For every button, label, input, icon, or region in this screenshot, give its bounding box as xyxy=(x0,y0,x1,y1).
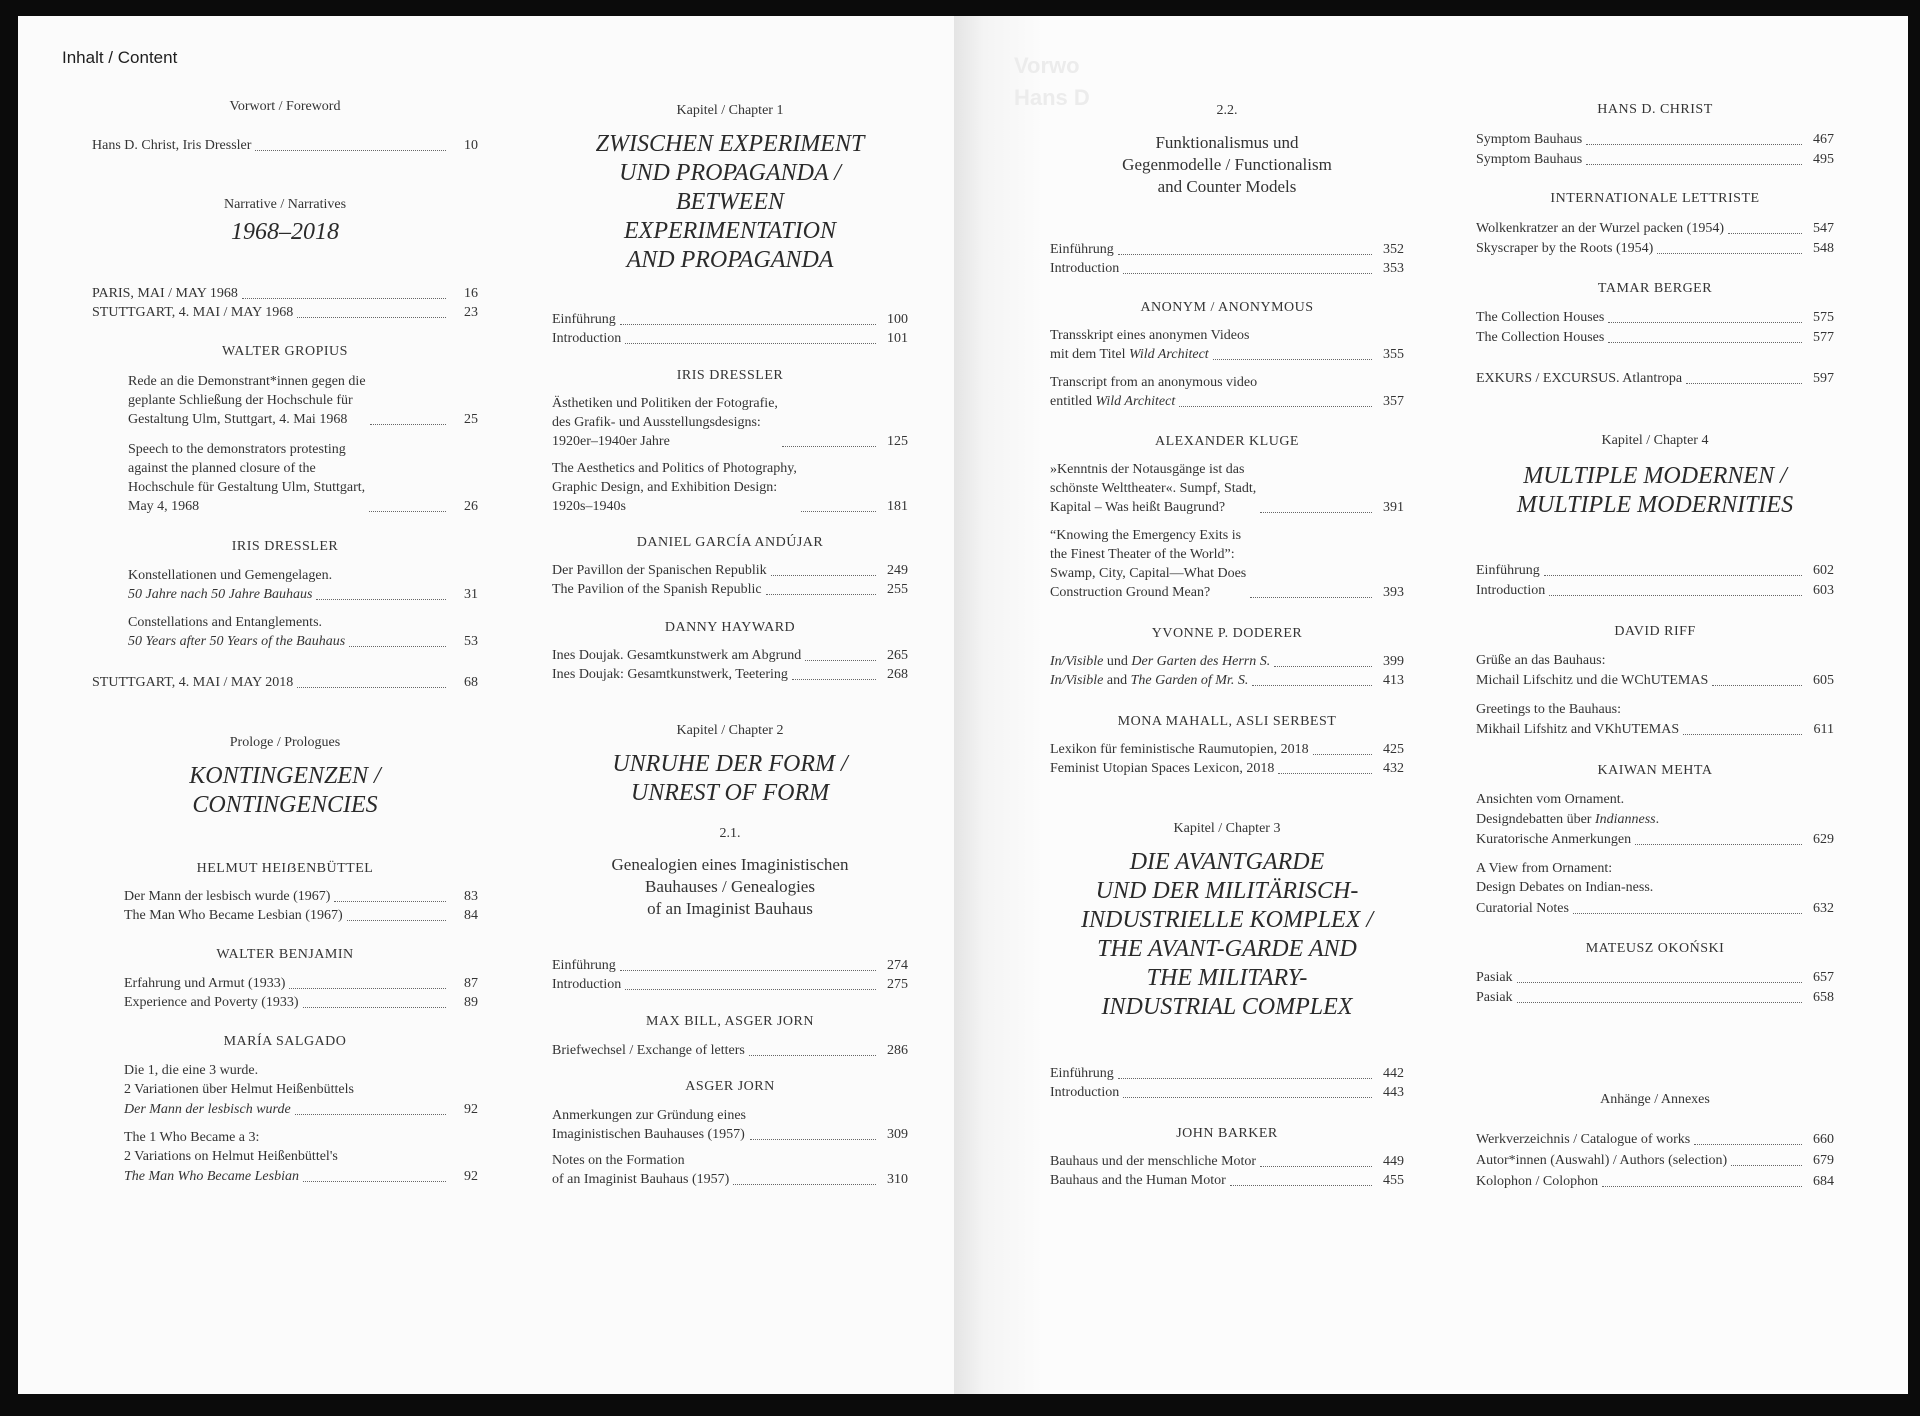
chapter-title: DIE AVANTGARDE UND DER MILITÄRISCH- INDUSTRIELLE KOMPLEX / THE AVANT-GARDE AND THE MILITARY- INDUSTRIAL COMPLEX xyxy=(1080,849,1373,1020)
toc-entry: In/Visible und Der Garten des Herrn S. 399 xyxy=(1050,654,1404,669)
author-heading: TAMAR BERGER xyxy=(1597,281,1713,296)
toc-entry-line: Transskript eines anonymen Videos xyxy=(1050,328,1250,343)
author-heading: DANNY HAYWARD xyxy=(664,620,796,635)
author-heading: DANIEL GARCÍA ANDÚJAR xyxy=(636,535,824,550)
toc-entry: EXKURS / EXCURSUS. Atlantropa 597 xyxy=(1476,371,1834,386)
toc-entry: Werkverzeichnis / Catalogue of works 660 xyxy=(1476,1132,1834,1147)
toc-entry: Hans D. Christ, Iris Dressler 10 xyxy=(92,138,478,153)
author-heading: INTERNATIONALE LETTRISTE xyxy=(1550,191,1760,206)
toc-entry: In/Visible and The Garden of Mr. S. 413 xyxy=(1050,673,1404,688)
toc-entry: Symptom Bauhaus 495 xyxy=(1476,152,1834,167)
toc-entry: Introduction 443 xyxy=(1050,1085,1404,1100)
toc-entry: Skyscraper by the Roots (1954) 548 xyxy=(1476,241,1834,256)
section-number: 2.2. xyxy=(1216,103,1238,118)
foreword-heading: Vorwort / Foreword xyxy=(229,99,341,114)
author-heading: YVONNE P. DODERER xyxy=(1151,626,1303,641)
toc-entry: The Aesthetics and Politics of Photography, Graphic Design, and Exhibition Design: 1920s–1940s 181 xyxy=(552,461,908,514)
author-heading: DAVID RIFF xyxy=(1614,624,1696,639)
toc-entry-line: Die 1, die eine 3 wurde. 2 Variationen über Helmut Heißenbüttels xyxy=(124,1063,354,1097)
chapter-label: Kapitel / Chapter 4 xyxy=(1601,433,1709,448)
toc-entry: Einführung 100 xyxy=(552,312,908,327)
toc-entry: Pasiak 658 xyxy=(1476,990,1834,1005)
toc-entry: Curatorial Notes 632 xyxy=(1476,901,1834,916)
section-title: Funktionalismus und Gegenmodelle / Functionalism and Counter Models xyxy=(1122,133,1332,196)
toc-entry-line: Designdebatten über Indianness. xyxy=(1476,812,1660,827)
prologues-title: KONTINGENZEN / CONTINGENCIES xyxy=(189,763,381,818)
toc-entry: Einführung 274 xyxy=(552,958,908,973)
toc-entry-line: The 1 Who Became a 3: 2 Variations on Helmut Heißenbüttel's xyxy=(124,1130,338,1164)
toc-entry: Notes on the Formation of an Imaginist Bauhaus (1957) 310 xyxy=(552,1153,908,1187)
toc-entry: Pasiak 657 xyxy=(1476,970,1834,985)
author-heading: IRIS DRESSLER xyxy=(231,539,339,554)
toc-entry: Einführung 352 xyxy=(1050,242,1404,257)
toc-entry: Wolkenkratzer an der Wurzel packen (1954) 547 xyxy=(1476,221,1834,236)
toc-entry: Introduction 603 xyxy=(1476,583,1834,598)
toc-entry-line: Konstellationen und Gemengelagen. xyxy=(128,568,333,583)
toc-entry-line: Greetings to the Bauhaus: xyxy=(1476,702,1622,717)
toc-entry: Kolophon / Colophon 684 xyxy=(1476,1174,1834,1189)
toc-entry: 50 Jahre nach 50 Jahre Bauhaus 31 xyxy=(128,587,478,602)
author-heading: JOHN BARKER xyxy=(1176,1126,1278,1141)
toc-entry: Mikhail Lifshitz and VKhUTEMAS 611 xyxy=(1476,722,1834,737)
prologues-heading: Prologe / Prologues xyxy=(229,735,341,750)
author-heading: MAX BILL, ASGER JORN xyxy=(646,1014,814,1029)
toc-entry: Einführung 602 xyxy=(1476,563,1834,578)
toc-entry: The Man Who Became Lesbian 92 xyxy=(124,1169,478,1184)
page-header: Inhalt / Content xyxy=(62,48,178,67)
toc-entry: Anmerkungen zur Gründung eines Imaginistischen Bauhauses (1957) 309 xyxy=(552,1108,908,1142)
toc-entry: Ines Doujak: Gesamtkunstwerk, Teetering 268 xyxy=(552,667,908,682)
toc-entry: The Pavilion of the Spanish Republic 255 xyxy=(552,582,908,597)
toc-entry: STUTTGART, 4. MAI / MAY 2018 68 xyxy=(92,675,478,690)
chapter-title: MULTIPLE MODERNEN / MULTIPLE MODERNITIES xyxy=(1516,463,1794,518)
toc-entry: 50 Years after 50 Years of the Bauhaus 53 xyxy=(128,634,478,649)
author-heading: ANONYM / ANONYMOUS xyxy=(1140,300,1314,315)
chapter-title: UNRUHE DER FORM / UNREST OF FORM xyxy=(612,751,848,806)
toc-entry: Ästhetiken und Politiken der Fotografie, des Grafik- und Ausstellungsdesigns: 1920er–1940er Jahre 125 xyxy=(552,396,908,449)
author-heading: KAIWAN MEHTA xyxy=(1597,763,1713,778)
author-heading: MONA MAHALL, ASLI SERBEST xyxy=(1117,714,1337,729)
toc-entry: Erfahrung und Armut (1933) 87 xyxy=(124,976,478,991)
toc-entry: Speech to the demonstrators protesting against the planned closure of the Hochschule für Gestaltung Ulm, Stuttgart, May 4, 1968 26 xyxy=(128,442,478,514)
toc-entry: Bauhaus and the Human Motor 455 xyxy=(1050,1173,1404,1188)
toc-entry: Ines Doujak. Gesamtkunstwerk am Abgrund 265 xyxy=(552,648,908,663)
toc-entry: Introduction 353 xyxy=(1050,261,1404,276)
toc-entry: Feminist Utopian Spaces Lexicon, 2018 432 xyxy=(1050,761,1404,776)
toc-entry-line: Ansichten vom Ornament. xyxy=(1476,792,1625,807)
toc-entry: Experience and Poverty (1933) 89 xyxy=(124,995,478,1010)
toc-entry: Kuratorische Anmerkungen 629 xyxy=(1476,832,1834,847)
toc-entry: mit dem Titel Wild Architect 355 xyxy=(1050,347,1404,362)
section-title: Genealogien eines Imaginistischen Bauhauses / Genealogies of an Imaginist Bauhaus xyxy=(611,855,849,918)
toc-entry-line: Transcript from an anonymous video xyxy=(1050,375,1258,390)
toc-entry-line: Constellations and Entanglements. xyxy=(128,615,323,630)
toc-entry: »Kenntnis der Notausgänge ist das schönste Welttheater«. Sumpf, Stadt, Kapital – Was heißt Baugrund? 391 xyxy=(1050,462,1404,515)
author-heading: IRIS DRESSLER xyxy=(676,368,784,383)
author-heading: HANS D. CHRIST xyxy=(1597,102,1713,117)
toc-entry: Der Mann der lesbisch wurde (1967) 83 xyxy=(124,889,478,904)
author-heading: ASGER JORN xyxy=(685,1079,775,1094)
section-number: 2.1. xyxy=(719,826,741,841)
toc-entry: Einführung 442 xyxy=(1050,1066,1404,1081)
toc-entry: PARIS, MAI / MAY 1968 16 xyxy=(92,286,478,301)
author-heading: WALTER GROPIUS xyxy=(222,344,348,359)
toc-entry: Bauhaus und der menschliche Motor 449 xyxy=(1050,1154,1404,1169)
author-heading: HELMUT HEIẞENBÜTTEL xyxy=(196,861,374,876)
chapter-label: Kapitel / Chapter 1 xyxy=(676,103,784,118)
toc-entry: The Collection Houses 575 xyxy=(1476,310,1834,325)
toc-entry: The Collection Houses 577 xyxy=(1476,330,1834,345)
toc-entry-line: Grüße an das Bauhaus: xyxy=(1476,653,1606,668)
toc-entry: Briefwechsel / Exchange of letters 286 xyxy=(552,1043,908,1058)
chapter-label: Kapitel / Chapter 2 xyxy=(676,723,784,738)
toc-entry: Autor*innen (Auswahl) / Authors (selection) 679 xyxy=(1476,1153,1834,1168)
toc-entry: STUTTGART, 4. MAI / MAY 1968 23 xyxy=(92,305,478,320)
author-heading: ALEXANDER KLUGE xyxy=(1155,434,1299,449)
toc-entry: Introduction 101 xyxy=(552,331,908,346)
narratives-heading: Narrative / Narratives xyxy=(223,197,347,212)
toc-entry: Der Pavillon der Spanischen Republik 249 xyxy=(552,563,908,578)
author-heading: WALTER BENJAMIN xyxy=(216,947,354,962)
toc-entry: Michail Lifschitz und die WChUTEMAS 605 xyxy=(1476,673,1834,688)
toc-entry: Symptom Bauhaus 467 xyxy=(1476,132,1834,147)
toc-entry: “Knowing the Emergency Exits is the Finest Theater of the World”: Swamp, City, Capital—What Does Construction Ground Mean? 393 xyxy=(1050,528,1404,600)
narratives-title: 1968–2018 xyxy=(231,219,339,245)
toc-entry: entitled Wild Architect 357 xyxy=(1050,394,1404,409)
toc-entry: Introduction 275 xyxy=(552,977,908,992)
toc-entry: Der Mann der lesbisch wurde 92 xyxy=(124,1102,478,1117)
show-through-text: Vorwo Hans D xyxy=(1014,53,1090,110)
toc-entry-line: A View from Ornament: Design Debates on Indian-ness. xyxy=(1476,861,1654,895)
chapter-title: ZWISCHEN EXPERIMENT UND PROPAGANDA / BETWEEN EXPERIMENTATION AND PROPAGANDA xyxy=(595,131,865,273)
author-heading: MARÍA SALGADO xyxy=(223,1034,347,1049)
author-heading: MATEUSZ OKOŃSKI xyxy=(1585,941,1725,956)
chapter-label: Kapitel / Chapter 3 xyxy=(1173,821,1281,836)
toc-entry: Lexikon für feministische Raumutopien, 2018 425 xyxy=(1050,742,1404,757)
annexes-heading: Anhänge / Annexes xyxy=(1600,1092,1710,1107)
toc-entry: The Man Who Became Lesbian (1967) 84 xyxy=(124,908,478,923)
toc-entry: Rede an die Demonstrant*innen gegen die geplante Schließung der Hochschule für Gestaltung Ulm, Stuttgart, 4. Mai 1968 25 xyxy=(128,374,478,427)
